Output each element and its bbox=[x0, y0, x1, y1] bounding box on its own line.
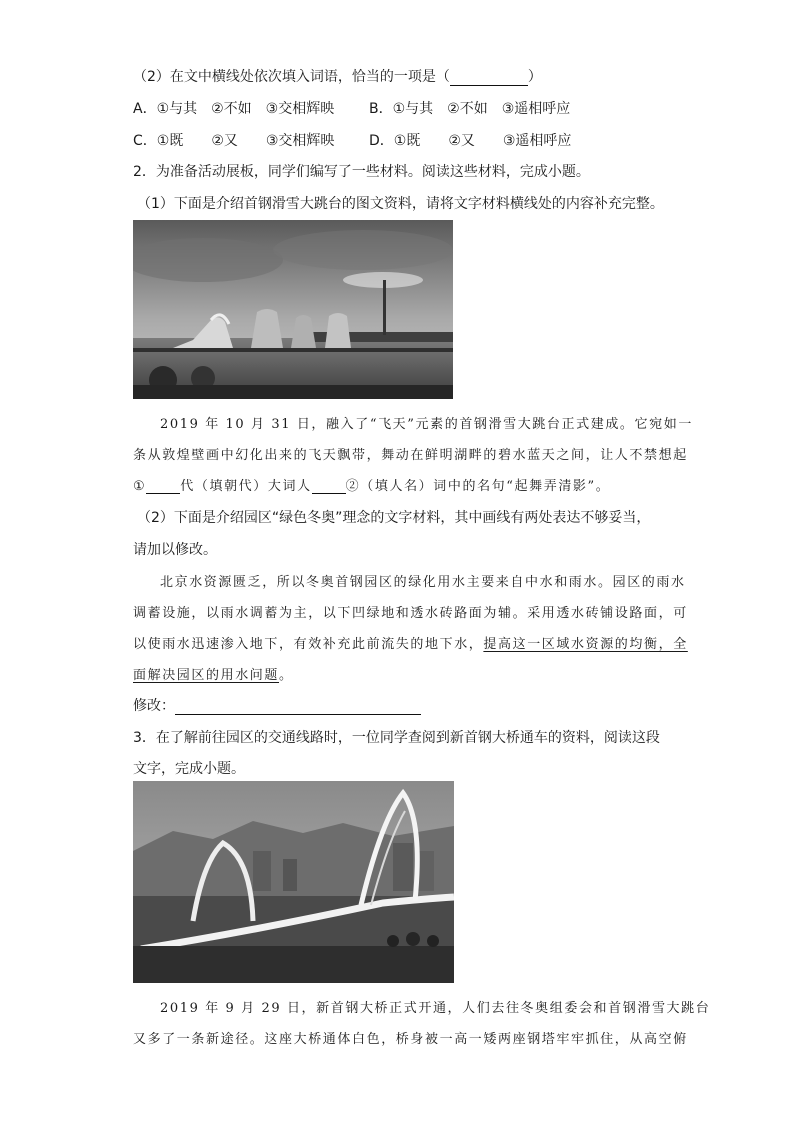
sub-question-2-prompt-line-2: 请加以修改。 bbox=[133, 542, 217, 558]
answer-blank[interactable] bbox=[450, 71, 528, 86]
bridge-photo bbox=[133, 781, 454, 983]
passage-1-line-3: ① 代（填朝代）大词人 ②（填人名）词中的名句“起舞弄清影”。 bbox=[133, 479, 611, 494]
underlined-phrase-2: 面解决园区的用水问题 bbox=[133, 668, 280, 683]
passage-1-line-2: 条从敦煌壁画中幻化出来的飞天飘带，舞动在鲜明湖畔的碧水蓝天之间，让人不禁想起 bbox=[133, 448, 688, 463]
revise-answer-line[interactable] bbox=[175, 700, 421, 715]
passage-1-line-1: 2019 年 10 月 31 日，融入了“飞天”元素的首钢滑雪大跳台正式建成。它宛如一 bbox=[160, 417, 693, 432]
sub-question-prompt: （2）在文中横线处依次填入词语，恰当的一项是（ ） bbox=[133, 69, 542, 85]
question-3-stem-line-2: 文字，完成小题。 bbox=[133, 761, 245, 777]
option-d[interactable]: D．①既 ②又 ③遥相呼应 bbox=[369, 133, 572, 149]
passage-3-line-2: 又多了一条新途径。这座大桥通体白色，桥身被一高一矮两座钢塔牢牢抓住，从高空俯 bbox=[133, 1032, 688, 1047]
revise-label: 修改： bbox=[133, 698, 175, 714]
options-row-ab bbox=[133, 98, 570, 118]
passage-2-line-3: 以使雨水迅速渗入地下，有效补充此前流失的地下水，提高这一区域水资源的均衡，全 bbox=[133, 637, 688, 652]
passage-2-line-4: 面解决园区的用水问题。 bbox=[133, 668, 294, 683]
option-a[interactable]: A．①与其 ②不如 ③交相辉映 bbox=[133, 101, 335, 117]
poet-name-blank[interactable] bbox=[312, 479, 346, 494]
options-row-cd bbox=[133, 130, 571, 150]
passage-2-line-2: 调蓄设施，以雨水调蓄为主，以下凹绿地和透水砖路面为辅。采用透水砖铺设路面，可 bbox=[133, 606, 688, 621]
ski-jump-photo bbox=[133, 220, 453, 399]
option-b[interactable]: B．①与其 ②不如 ③遥相呼应 bbox=[369, 101, 571, 117]
sub-question-2-prompt-line-1: （2）下面是介绍园区“绿色冬奥”理念的文字材料，其中画线有两处表达不够妥当， bbox=[137, 510, 651, 526]
question-3-stem-line-1: 3．在了解前往园区的交通线路时，一位同学查阅到新首钢大桥通车的资料，阅读这段 bbox=[133, 730, 660, 746]
dynasty-blank[interactable] bbox=[146, 479, 180, 494]
sub-question-1-prompt: （1）下面是介绍首钢滑雪大跳台的图文资料，请将文字材料横线处的内容补充完整。 bbox=[137, 196, 664, 212]
underlined-phrase-1: 提高这一区域水资源的均衡，全 bbox=[483, 637, 688, 652]
revise-row bbox=[133, 695, 421, 715]
passage-3-line-1: 2019 年 9 月 29 日，新首钢大桥正式开通，人们去往冬奥组委会和首钢滑雪大跳台 bbox=[160, 1001, 711, 1016]
passage-2-line-1: 北京水资源匮乏，所以冬奥首钢园区的绿化用水主要来自中水和雨水。园区的雨水 bbox=[160, 575, 686, 590]
question-2-stem: 2．为准备活动展板，同学们编写了一些材料。阅读这些材料，完成小题。 bbox=[133, 164, 590, 180]
option-c[interactable]: C．①既 ②又 ③交相辉映 bbox=[133, 133, 335, 149]
